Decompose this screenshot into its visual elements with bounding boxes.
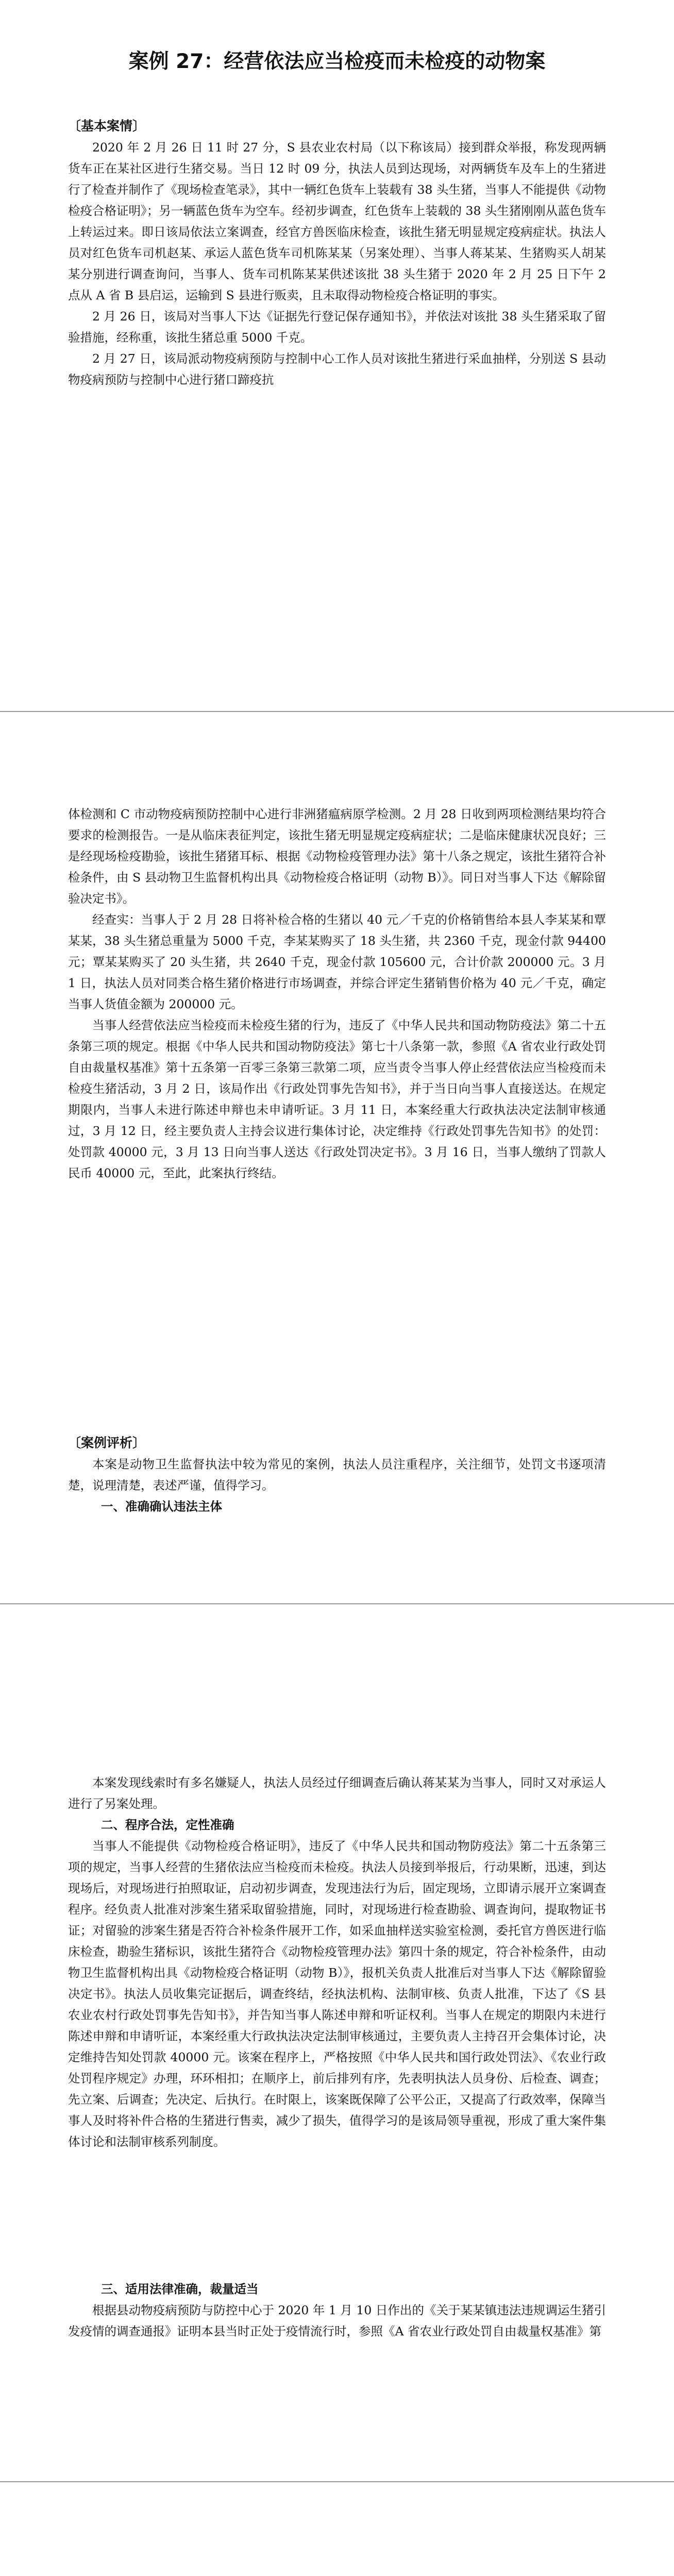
paragraph: 体检测和 C 市动物疫病预防控制中心进行非洲猪瘟病原学检测。2 月 28 日收到两项检测结果均符合要求的检测报告。一是从临床表征判定，该批生猪无明显规定疫病症状；二是临床健康状况良好；三是经现场检疫勘验，该批生猪猪耳标、根据《动物检疫管理办法》第十八条之规定，该批生猪符合补检条件，由 S 县动物卫生监督机构出具《动物检疫合格证明（动物 B）》。同日对当事人下达《解除留验决定书》。 [68,807,606,906]
analysis-block-1 [68,1772,606,1815]
paragraph: 2 月 27 日，该局派动物疫病预防与控制中心工作人员对该批生猪进行采血抽样，分别送 S 县动物疫病预防与控制中心进行猪口蹄疫抗 [68,351,606,387]
analysis-block-2 [68,1836,606,2153]
subheading-2: 二、程序合法，定性准确 [101,1818,234,1832]
section-analysis-heading: 〔案例评析〕 [68,1435,146,1450]
paragraph: 本案发现线索时有多名嫌疑人，执法人员经过仔细调查后确认蒋某某为当事人，同时又对承运人进行了另案处理。 [68,1775,606,1811]
page-separator [0,711,674,712]
basic-facts-block-1 [68,137,606,391]
case-title: 案例 27：经营依法应当检疫而未检疫的动物案 [128,50,546,73]
paragraph: 经查实：当事人于 2 月 28 日将补检合格的生猪以 40 元／千克的价格销售给本县人李某某和覃某某，38 头生猪总重量为 5000 千克，李某某购买了 18 头生猪，共 2360 千克，现金付款 94400 元；覃某某购买了 20 头生猪，共 2640 千克，现金付款 105600 元，合计价款 200000 元。3 月 1 日，执法人员对同类合格生猪价格进行市场调查，并综合评定生猪销售价格为 40 元／千克，确定当事人货值金额为 200000 元。 [68,912,606,1011]
paragraph: 当事人不能提供《动物检疫合格证明》，违反了《中华人民共和国动物防疫法》第二十五条第三项的规定，当事人经营的生猪依法应当检疫而未检疫。执法人员接到举报后，行动果断，迅速，到达现场后，对现场进行拍照取证，启动初步调查，发现违法行为后，固定现场，立即请示展开立案调查程序。经负责人批准对涉案生猪采取留验措施，同时，对现场进行检查勘验、调查询问，提取物证书证；对留验的涉案生猪是否符合补检条件展开工作，如采血抽样送实验室检测，委托官方兽医进行临床检查，勘验生猪标识，该批生猪符合《动物检疫管理办法》第四十条的规定，符合补检条件，由动物卫生监督机构出具《动物检疫合格证明（动物 B）》，报机关负责人批准后对当事人下达《解除留验决定书》。执法人员收集完证据后，调查终结，经执法机构、法制审核、负责人批准，下达了《S 县农业农村行政处罚事先告知书》，并告知当事人陈述申辩和听证权利。当事人在规定的期限内未进行陈述申辩和申请听证，本案经重大行政执法决定法制审核通过，主要负责人主持召开会集体讨论，决定维持告知处罚款 40000 元。该案在程序上，严格按照《中华人民共和国行政处罚法》、《农业行政处罚程序规定》办理，环环相扣；在顺序上，前后排列有序，先表明执法人员身份、后检查、调查；先立案、后调查；先决定、后执行。在时限上，该案既保障了公平公正，又提高了行政效率，保障当事人及时将补件合格的生猪进行售卖，减少了损失，值得学习的是该局领导重视，形成了重大案件集体讨论和法制审核系列制度。 [68,1839,606,2149]
section-basic-heading: 〔基本案情〕 [68,118,146,133]
paragraph: 2 月 26 日，该局对当事人下达《证据先行登记保存通知书》，并依法对该批 38 头生猪采取了留验措施，经称重，该批生猪总重 5000 千克。 [68,309,606,345]
analysis-intro-block [68,1454,606,1496]
paragraph: 当事人经营依法应当检疫而未检疫生猪的行为，违反了《中华人民共和国动物防疫法》第二十五条第三项的规定。根据《中华人民共和国动物防疫法》第七十八条第一款，参照《A 省农业行政处罚自由裁量权基准》第十五条第一百零三条第三款第二项，应当责令当事人停止经营依法应当检疫而未检疫生猪活动，3 月 2 日，该局作出《行政处罚事先告知书》，并于当日向当事人直接送达。在规定期限内，当事人未进行陈述申辩也未申请听证。3 月 11 日，本案经重大行政执法决定法制审核通过，3 月 12 日，经主要负责人主持会议进行集体讨论，决定维持《行政处罚事先告知书》的处罚：处罚款 40000 元，3 月 13 日向当事人送达《行政处罚决定书》。3 月 16 日，当事人缴纳了罚款人民币 40000 元，至此，此案执行终结。 [68,1018,606,1180]
paragraph: 根据县动物疫病预防与防控中心于 2020 年 1 月 10 日作出的《关于某某镇违法违规调运生猪引发疫情的调查通报》证明本县当时正处于疫情流行时，参照《A 省农业行政处罚自由裁量权基准》第 [68,2303,606,2338]
subheading-3: 三、适用法律准确，裁量适当 [101,2282,259,2296]
analysis-block-3 [68,2300,606,2342]
subheading-1: 一、准确确认违法主体 [101,1499,222,1514]
paragraph: 本案是动物卫生监督执法中较为常见的案例，执法人员注重程序，关注细节，处罚文书逐项清楚，说理清楚，表述严谨，值得学习。 [68,1457,606,1493]
paragraph: 2020 年 2 月 26 日 11 时 27 分，S 县农业农村局（以下称该局）接到群众举报，称发现两辆货车正在某社区进行生猪交易。当日 12 时 09 分，执法人员到达现场，对两辆货车及车上的生猪进行了检查并制作了《现场检查笔录》，其中一辆红色货车上装载有 38 头生猪，当事人不能提供《动物检疫合格证明》；另一辆蓝色货车为空车。经初步调查，红色货车上装载的 38 头生猪刚刚从蓝色货车上转运过来。即日该局依法立案调查，经官方兽医临床检查，该批生猪无明显规定疫病症状。执法人员对红色货车司机赵某、承运人蓝色货车司机陈某某（另案处理）、当事人蒋某某、生猪购买人胡某某分别进行调查询问，当事人、货车司机陈某某供述该批 38 头生猪于 2020 年 2 月 25 日下午 2 点从 A 省 B 县启运，运输到 S 县进行贩卖，且未取得动物检疫合格证明的事实。 [68,140,606,302]
page-separator [0,2481,674,2482]
page-separator [0,1603,674,1604]
basic-facts-block-2 [68,804,606,1184]
